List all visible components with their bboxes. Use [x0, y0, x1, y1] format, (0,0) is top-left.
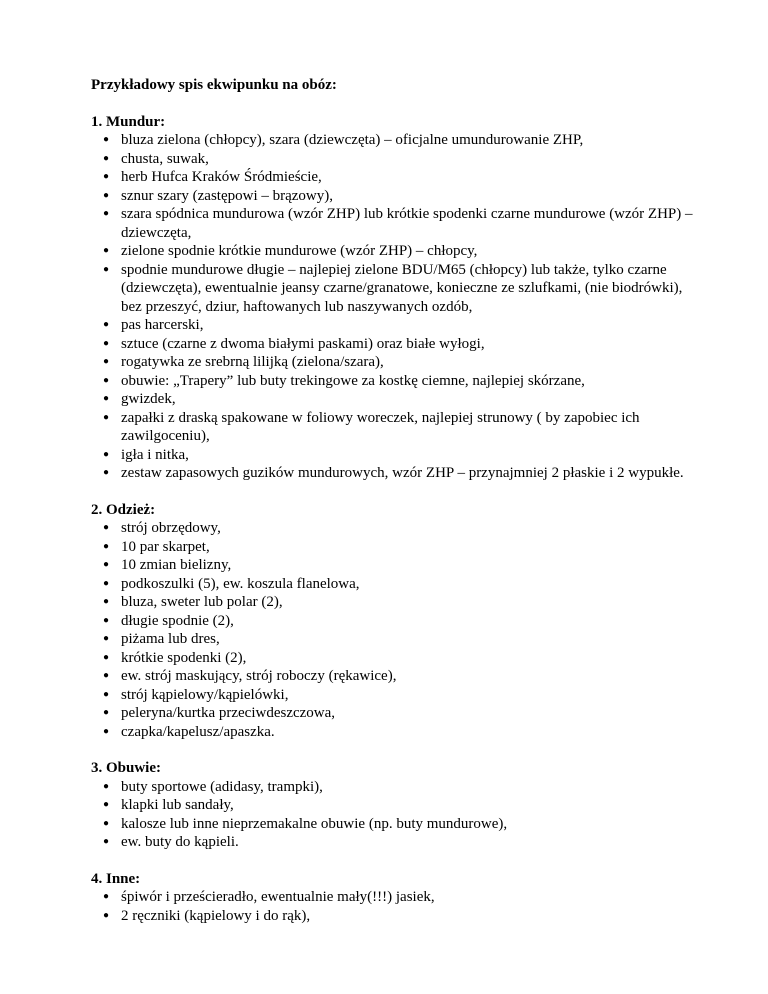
- list-item: ● 10 par skarpet,: [103, 538, 210, 555]
- bullet-icon: ●: [103, 891, 110, 902]
- bullet-icon: ●: [103, 467, 110, 478]
- bullet-icon: ●: [103, 651, 110, 663]
- list-item: ● rogatywka ze srebrną lilijką (zielona/szara),: [103, 354, 384, 370]
- bullet-icon: ●: [103, 817, 110, 829]
- bullet-icon: ●: [103, 522, 110, 533]
- list-item: ● peleryna/kurtka przeciwdeszczowa,: [103, 705, 336, 721]
- bullet-icon: ●: [103, 836, 110, 847]
- section-heading: 4. Inne:: [91, 870, 141, 887]
- bullet-icon: ●: [103, 448, 110, 460]
- list-item: ● kalosze lub inne nieprzemakalne obuwie (np. buty mundurowe),: [103, 815, 508, 832]
- list-item: ● zapałki z draską spakowane w foliowy woreczek, najlepiej strunowy ( by zapobiec ich zawilgoceniu),: [103, 409, 640, 444]
- bullet-icon: ●: [103, 263, 110, 275]
- list-item: ● strój obrzędowy,: [103, 520, 221, 536]
- list-item: ● gwizdek,: [103, 391, 176, 407]
- list-item: ● sznur szary (zastępowi – brązowy),: [103, 187, 333, 204]
- list-item: ● 10 zmian bielizny,: [103, 557, 232, 573]
- list-item: ● długie spodnie (2),: [103, 612, 234, 629]
- list-item: ● bluza zielona (chłopcy), szara (dziewczęta) – oficjalne umundurowanie ZHP,: [103, 132, 584, 148]
- section-heading: 2. Odzież:: [91, 501, 156, 518]
- bullet-icon: ●: [103, 171, 110, 182]
- bullet-icon: ●: [103, 208, 110, 219]
- list-item: ● 2 ręczniki (kąpielowy i do rąk),: [103, 907, 311, 924]
- bullet-icon: ●: [103, 356, 110, 367]
- list-item: ● igła i nitka,: [103, 446, 189, 463]
- list-item: ● chusta, suwak,: [103, 150, 209, 167]
- bullet-icon: ●: [103, 596, 110, 607]
- bullet-icon: ●: [103, 540, 110, 552]
- bullet-icon: ●: [103, 614, 110, 626]
- section-heading: 1. Mundur:: [91, 113, 166, 130]
- list-item: ● buty sportowe (adidasy, trampki),: [103, 778, 323, 795]
- list-item: ● klapki lub sandały,: [103, 797, 234, 813]
- list-item: ● zielone spodnie krótkie mundurowe (wzór ZHP) – chłopcy,: [103, 243, 478, 259]
- bullet-icon: ●: [103, 780, 110, 792]
- item-list: [91, 131, 701, 483]
- bullet-icon: ●: [103, 707, 110, 718]
- bullet-icon: ●: [103, 559, 110, 570]
- list-item: ● krótkie spodenki (2),: [103, 649, 247, 666]
- bullet-icon: ●: [103, 670, 110, 681]
- bullet-icon: ●: [103, 909, 110, 921]
- list-item: ● ew. buty do kąpieli.: [103, 834, 239, 850]
- list-item: ● podkoszulki (5), ew. koszula flanelowa,: [103, 575, 360, 592]
- bullet-icon: ●: [103, 633, 110, 644]
- list-item: ● szara spódnica mundurowa (wzór ZHP) lub krótkie spodenki czarne mundurowe (wzór ZHP) – dziewczęta,: [103, 206, 693, 241]
- section-inne: [91, 870, 701, 926]
- item-list: [91, 519, 701, 741]
- list-item: ● obuwie: „Trapery” lub buty trekingowe za kostkę ciemne, najlepiej skórzane,: [103, 372, 585, 389]
- list-item: ● pas harcerski,: [103, 317, 204, 333]
- list-item: ● bluza, sweter lub polar (2),: [103, 594, 283, 610]
- bullet-icon: ●: [103, 393, 110, 404]
- bullet-icon: ●: [103, 799, 110, 810]
- bullet-icon: ●: [103, 152, 110, 164]
- bullet-icon: ●: [103, 134, 110, 145]
- list-item: ● ew. strój maskujący, strój roboczy (rękawice),: [103, 668, 397, 684]
- bullet-icon: ●: [103, 245, 110, 256]
- list-item: ● spodnie mundurowe długie – najlepiej zielone BDU/M65 (chłopcy) lub także, tylko czarne (dziewczęta), ewentualnie jeansy czarne/granatowe, konieczne ze szlufkami, (nie biodrówki), bez przeszyć, dziur, haftowanych lub naszywanych ozdób,: [103, 261, 683, 315]
- list-item: ● śpiwór i prześcieradło, ewentualnie mały(!!!) jasiek,: [103, 889, 435, 905]
- section-odziez: [91, 501, 701, 742]
- bullet-icon: ●: [103, 577, 110, 589]
- section-mundur: [91, 113, 701, 483]
- list-item: ● zestaw zapasowych guzików mundurowych, wzór ZHP – przynajmniej 2 płaskie i 2 wypukłe.: [103, 465, 684, 481]
- list-item: ● herb Hufca Kraków Śródmieście,: [103, 169, 322, 185]
- bullet-icon: ●: [103, 688, 110, 700]
- list-item: ● czapka/kapelusz/apaszka.: [103, 723, 275, 740]
- bullet-icon: ●: [103, 374, 110, 386]
- bullet-icon: ●: [103, 411, 110, 423]
- list-item: ● piżama lub dres,: [103, 631, 220, 647]
- section-heading: 3. Obuwie:: [91, 760, 162, 776]
- bullet-icon: ●: [103, 725, 110, 737]
- bullet-icon: ●: [103, 189, 110, 201]
- bullet-icon: ●: [103, 337, 110, 349]
- section-obuwie: [91, 759, 701, 852]
- document-page: [91, 76, 701, 943]
- list-item: ● strój kąpielowy/kąpielówki,: [103, 686, 289, 703]
- bullet-icon: ●: [103, 319, 110, 330]
- item-list: [91, 778, 701, 852]
- document-title: Przykładowy spis ekwipunku na obóz:: [91, 77, 337, 93]
- item-list: [91, 888, 701, 925]
- list-item: ● sztuce (czarne z dwoma białymi paskami) oraz białe wyłogi,: [103, 335, 485, 352]
